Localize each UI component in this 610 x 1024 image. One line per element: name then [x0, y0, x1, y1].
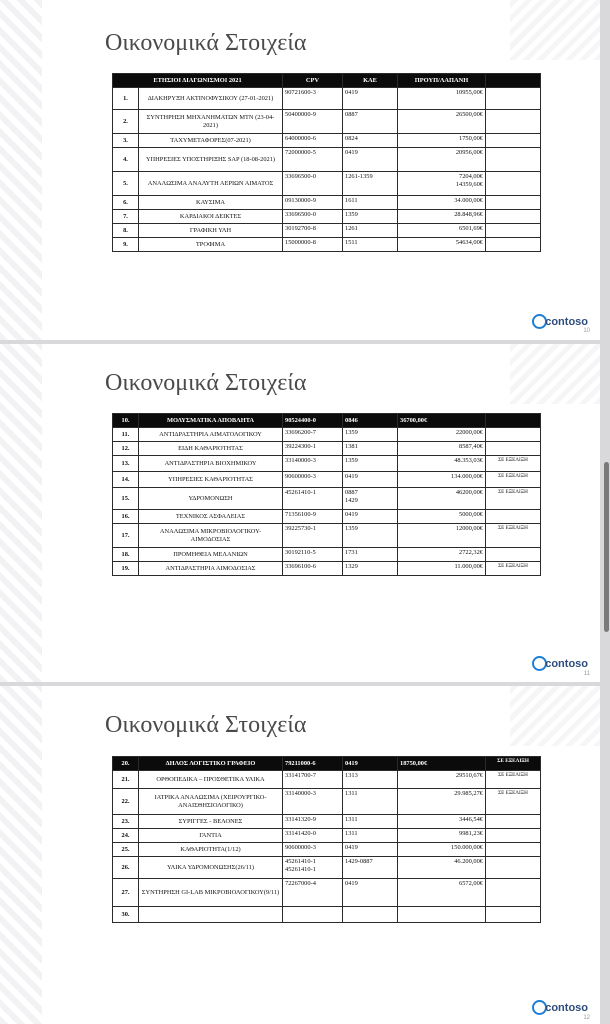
row-kae: 1429-0887 — [343, 857, 398, 879]
row-cpv: 09130000-9 — [283, 196, 343, 210]
row-number: 15. — [113, 488, 139, 510]
table-row — [113, 110, 541, 134]
row-cpv: 79211000-6 — [283, 757, 343, 771]
row-note: ΣΕ ΕΞΕΛΙΞΗ — [486, 771, 541, 789]
row-note — [486, 442, 541, 456]
logo-text: contoso — [545, 1001, 588, 1014]
tenders-table — [112, 413, 541, 576]
row-note — [486, 857, 541, 879]
row-amount: 150.000,00€ — [398, 843, 486, 857]
row-amount: 2722,32€ — [398, 548, 486, 562]
row-cpv: 33141320-9 — [283, 815, 343, 829]
row-cpv: 33696200-7 — [283, 428, 343, 442]
row-amount: 34.000,00€ — [398, 196, 486, 210]
row-description: ΣΥΝΤΗΡΗΣΗ ΜΗΧΑΝΗΜΑΤΩΝ ΜΤΝ (23-04-2021) — [139, 110, 283, 134]
row-number: 21. — [113, 771, 139, 789]
row-amount: 8587,40€ — [398, 442, 486, 456]
row-number: 6. — [113, 196, 139, 210]
page-number: 11 — [583, 671, 590, 677]
row-note: ΣΕ ΕΞΕΛΙΞΗ — [486, 524, 541, 548]
table-row — [113, 428, 541, 442]
row-kae: 1261-1359 — [343, 172, 398, 196]
row-description: ΣΥΝΤΗΡΗΣΗ GI-LAB ΜΙΚΡΟΒΙΟΛΟΓΙΚΟΥ(9/11) — [139, 879, 283, 907]
slide-title: Οικονομικά Στοιχεία — [105, 370, 307, 396]
background-pattern — [510, 686, 600, 746]
row-number: 24. — [113, 829, 139, 843]
row-cpv: 90721600-3 — [283, 88, 343, 110]
row-cpv: 30192700-8 — [283, 224, 343, 238]
row-description: ΥΠΗΡΕΣΙΕΣ ΚΑΘΑΡΙΟΤΗΤΑΣ — [139, 472, 283, 488]
row-amount: 5000,00€ — [398, 510, 486, 524]
table-row — [113, 562, 541, 576]
table-row — [113, 224, 541, 238]
row-cpv: 39225730-1 — [283, 524, 343, 548]
row-description: ΟΡΘΟΠΕΔΙΚΑ – ΠΡΟΣΘΕΤΙΚΑ ΥΛΙΚΑ — [139, 771, 283, 789]
row-description: ΕΙΔΗ ΚΑΘΑΡΙΟΤΗΤΑΣ — [139, 442, 283, 456]
tenders-table — [112, 756, 541, 923]
row-note — [486, 829, 541, 843]
row-note — [486, 879, 541, 907]
row-kae: 1261 — [343, 224, 398, 238]
row-number: 25. — [113, 843, 139, 857]
row-cpv: 72267000-4 — [283, 879, 343, 907]
row-amount: 1750,00€ — [398, 134, 486, 148]
row-number: 12. — [113, 442, 139, 456]
row-number: 7. — [113, 210, 139, 224]
row-amount: 11.000,00€ — [398, 562, 486, 576]
header-kae: ΚΑΕ — [343, 74, 398, 88]
row-kae: 0419 — [343, 88, 398, 110]
row-note: ΣΕ ΕΞΕΛΙΞΗ — [486, 789, 541, 815]
row-kae: 1359 — [343, 456, 398, 472]
background-pattern — [510, 344, 600, 404]
row-amount: 6572,00€ — [398, 879, 486, 907]
table-row — [113, 907, 541, 923]
row-cpv: 33140000-3 — [283, 456, 343, 472]
row-description: ΓΡΑΦΙΚΗ ΥΛΗ — [139, 224, 283, 238]
contoso-logo — [532, 314, 588, 329]
tenders-table — [112, 73, 541, 252]
row-note: ΣΕ ΕΞΕΛΙΞΗ — [486, 757, 541, 771]
scrollbar[interactable] — [604, 462, 609, 632]
row-description: ΤΕΧΝΙΚΟΣ ΑΣΦΑΛΕΙΑΣ — [139, 510, 283, 524]
row-cpv: 90600000-3 — [283, 472, 343, 488]
row-number: 13. — [113, 456, 139, 472]
table-row — [113, 488, 541, 510]
table-row — [113, 148, 541, 172]
background-pattern — [0, 0, 42, 340]
table-row — [113, 879, 541, 907]
row-kae: 1311 — [343, 789, 398, 815]
table-row — [113, 472, 541, 488]
row-kae: 1731 — [343, 548, 398, 562]
row-amount: 29510,67€ — [398, 771, 486, 789]
table-row — [113, 815, 541, 829]
row-cpv: 33140000-3 — [283, 789, 343, 815]
row-amount: 10955,00€ — [398, 88, 486, 110]
row-note: ΣΕ ΕΞΕΛΙΞΗ — [486, 488, 541, 510]
table-row — [113, 442, 541, 456]
row-cpv: 72000000-5 — [283, 148, 343, 172]
slide-title: Οικονομικά Στοιχεία — [105, 30, 307, 56]
row-cpv: 90600000-3 — [283, 843, 343, 857]
header-cpv: CPV — [283, 74, 343, 88]
row-description: ΑΝΤΙΔΡΑΣΤΗΡΙΑ ΑΙΜΑΤΟΛΟΓΙΚΟΥ — [139, 428, 283, 442]
row-cpv: 45261410-1 — [283, 488, 343, 510]
row-description: ΚΑΘΑΡΙΟΤΗΤΑ(1/12) — [139, 843, 283, 857]
row-description: ΚΑΡΔΙΑΚΟΙ ΔΕΙΚΤΕΣ — [139, 210, 283, 224]
row-amount: 46200,00€ — [398, 488, 486, 510]
row-description: ΓΑΝΤΙΑ — [139, 829, 283, 843]
slide-title: Οικονομικά Στοιχεία — [105, 712, 307, 738]
row-kae: 0419 — [343, 148, 398, 172]
row-cpv — [283, 907, 343, 923]
row-note — [486, 414, 541, 428]
row-note — [486, 210, 541, 224]
row-description: ΥΛΙΚΑ ΥΔΡΟΜΟΝΩΣΗΣ(26/11) — [139, 857, 283, 879]
table-row — [113, 857, 541, 879]
row-kae: 1329 — [343, 562, 398, 576]
row-number: 2. — [113, 110, 139, 134]
row-description: ΔΗΛΟΣ ΛΟΓΙΣΤΙΚΟ ΓΡΑΦΕΙΟ — [139, 757, 283, 771]
row-number: 19. — [113, 562, 139, 576]
row-number: 1. — [113, 88, 139, 110]
row-amount: 36700,00€ — [398, 414, 486, 428]
row-kae: 0419 — [343, 510, 398, 524]
header-description: ΕΤΗΣΙΟΙ ΔΙΑΓΩΝΙΣΜΟΙ 2021 — [113, 74, 283, 88]
contoso-logo — [532, 1000, 588, 1015]
header-amount: ΠΡΟΥΠ/ΛΑΠΑΝΗ — [398, 74, 486, 88]
table-row — [113, 548, 541, 562]
row-number: 26. — [113, 857, 139, 879]
row-note — [486, 548, 541, 562]
row-cpv: 50400000-9 — [283, 110, 343, 134]
row-number: 8. — [113, 224, 139, 238]
row-description: ΑΝΑΛΩΣΙΜΑ ΑΝΑΛΥΤΗ ΑΕΡΙΩΝ ΑΙΜΑΤΟΣ — [139, 172, 283, 196]
row-kae: 1311 — [343, 829, 398, 843]
row-cpv: 33696100-6 — [283, 562, 343, 576]
row-amount: 134.000,00€ — [398, 472, 486, 488]
slide-3[interactable] — [0, 686, 600, 1024]
row-cpv: 33141420-0 — [283, 829, 343, 843]
row-amount: 18750,00€ — [398, 757, 486, 771]
row-description: ΣΥΡΙΓΓΕΣ - ΒΕΛΟΝΕΣ — [139, 815, 283, 829]
row-amount: 20956,00€ — [398, 148, 486, 172]
row-kae: 1381 — [343, 442, 398, 456]
row-note — [486, 907, 541, 923]
table-row — [113, 771, 541, 789]
row-kae: 1359 — [343, 524, 398, 548]
row-kae: 0824 — [343, 134, 398, 148]
table-row — [113, 238, 541, 252]
table-row — [113, 524, 541, 548]
row-cpv: 39224300-1 — [283, 442, 343, 456]
table-row — [113, 196, 541, 210]
row-number: 3. — [113, 134, 139, 148]
row-kae: 1359 — [343, 428, 398, 442]
row-number: 9. — [113, 238, 139, 252]
row-number: 27. — [113, 879, 139, 907]
row-amount: 26500,00€ — [398, 110, 486, 134]
row-amount: 29.985,27€ — [398, 789, 486, 815]
row-description: ΚΑΥΣΙΜΑ — [139, 196, 283, 210]
row-number: 17. — [113, 524, 139, 548]
row-amount: 7204,00€ 14359,60€ — [398, 172, 486, 196]
row-cpv: 30192110-5 — [283, 548, 343, 562]
row-amount: 46.200,00€ — [398, 857, 486, 879]
row-description: ΥΠΗΡΕΣΙΕΣ ΥΠΟΣΤΗΡΙΞΗΣ SAP (18-08-2021) — [139, 148, 283, 172]
row-amount: 3446,54€ — [398, 815, 486, 829]
row-kae: 0846 — [343, 414, 398, 428]
row-description: ΜΟΛΥΣΜΑΤΙΚΑ ΑΠΟΒΛΗΤΑ — [139, 414, 283, 428]
row-number: 23. — [113, 815, 139, 829]
row-description: ΔΙΑΚΗΡΥΞΗ ΑΚΤΙΝΟΦΥΣΙΚΟΥ (27-01-2021) — [139, 88, 283, 110]
row-description — [139, 907, 283, 923]
row-description: ΑΝΑΛΩΣΙΜΑ ΜΙΚΡΟΒΙΟΛΟΓΙΚΟΥ-ΑΙΜΟΔΟΣΙΑΣ — [139, 524, 283, 548]
table-row — [113, 210, 541, 224]
row-amount: 6501,69€ — [398, 224, 486, 238]
background-pattern — [0, 344, 42, 682]
row-description: ΠΡΟΜΗΘΕΙΑ ΜΕΛΑΝΙΩΝ — [139, 548, 283, 562]
row-note — [486, 428, 541, 442]
table-row — [113, 88, 541, 110]
row-number: 22. — [113, 789, 139, 815]
row-cpv: 33696500-0 — [283, 172, 343, 196]
table-row — [113, 134, 541, 148]
row-note — [486, 172, 541, 196]
row-kae: 0419 — [343, 843, 398, 857]
row-note — [486, 510, 541, 524]
row-cpv: 33141700-7 — [283, 771, 343, 789]
table-row — [113, 843, 541, 857]
table-row — [113, 172, 541, 196]
table-row — [113, 829, 541, 843]
page-number: 12 — [583, 1015, 590, 1021]
background-pattern — [510, 0, 600, 60]
row-cpv: 45261410-1 45261410-1 — [283, 857, 343, 879]
row-kae: 0887 — [343, 110, 398, 134]
row-description: ΑΝΤΙΔΡΑΣΤΗΡΙΑ ΒΙΟΧΗΜΙΚΟΥ — [139, 456, 283, 472]
row-description: ΤΑΧΥΜΕΤΑΦΟΡΕΣ(07-2021) — [139, 134, 283, 148]
logo-text: contoso — [545, 657, 588, 670]
row-kae: 1611 — [343, 196, 398, 210]
row-kae: 0419 — [343, 879, 398, 907]
table-row — [113, 789, 541, 815]
row-amount: 9981,23€ — [398, 829, 486, 843]
background-pattern — [0, 686, 42, 1024]
row-number: 30. — [113, 907, 139, 923]
row-number: 18. — [113, 548, 139, 562]
row-amount: 54634,00€ — [398, 238, 486, 252]
row-amount: 28.848,96€ — [398, 210, 486, 224]
row-note — [486, 88, 541, 110]
table-row — [113, 510, 541, 524]
slide-2[interactable] — [0, 344, 600, 682]
row-number: 11. — [113, 428, 139, 442]
row-kae: 1313 — [343, 771, 398, 789]
logo-text: contoso — [545, 315, 588, 328]
row-kae: 0887 1429 — [343, 488, 398, 510]
row-note — [486, 815, 541, 829]
row-note — [486, 134, 541, 148]
row-number: 5. — [113, 172, 139, 196]
row-amount: 48.353,03€ — [398, 456, 486, 472]
row-number: 14. — [113, 472, 139, 488]
row-amount: 12000,00€ — [398, 524, 486, 548]
header-note — [486, 74, 541, 88]
table-row — [113, 456, 541, 472]
row-description: ΑΝΤΙΔΡΑΣΤΗΡΙΑ ΑΙΜΟΔΟΣΙΑΣ — [139, 562, 283, 576]
row-description: ΙΑΤΡΙΚΑ ΑΝΑΛΩΣΙΜΑ (ΧΕΙΡΟΥΡΓΙΚΟ-ΑΝΑΙΣΘΗΣΙΟΛΟΓΙΚΟ) — [139, 789, 283, 815]
row-cpv: 33696500-0 — [283, 210, 343, 224]
row-number: 10. — [113, 414, 139, 428]
row-cpv: 90524400-0 — [283, 414, 343, 428]
row-number: 20. — [113, 757, 139, 771]
row-number: 4. — [113, 148, 139, 172]
row-note — [486, 110, 541, 134]
row-kae: 1359 — [343, 210, 398, 224]
row-kae: 0419 — [343, 472, 398, 488]
row-amount: 22000,00€ — [398, 428, 486, 442]
row-cpv: 71356100-9 — [283, 510, 343, 524]
row-description: ΤΡΟΦΙΜΑ — [139, 238, 283, 252]
row-note: ΣΕ ΕΞΕΛΙΞΗ — [486, 456, 541, 472]
row-description: ΥΔΡΟΜΟΝΩΣΗ — [139, 488, 283, 510]
page-number: 10 — [583, 328, 590, 334]
row-note — [486, 196, 541, 210]
row-note: ΣΕ ΕΞΕΛΙΞΗ — [486, 562, 541, 576]
row-note: ΣΕ ΕΞΕΛΙΞΗ — [486, 472, 541, 488]
row-kae: 0419 — [343, 757, 398, 771]
row-note — [486, 148, 541, 172]
row-number: 16. — [113, 510, 139, 524]
slide-1[interactable] — [0, 0, 600, 340]
row-amount — [398, 907, 486, 923]
row-kae: 1511 — [343, 238, 398, 252]
row-note — [486, 224, 541, 238]
row-note — [486, 238, 541, 252]
row-kae — [343, 907, 398, 923]
row-cpv: 15000000-8 — [283, 238, 343, 252]
row-cpv: 64000000-6 — [283, 134, 343, 148]
row-kae: 1311 — [343, 815, 398, 829]
row-note — [486, 843, 541, 857]
contoso-logo — [532, 656, 588, 671]
